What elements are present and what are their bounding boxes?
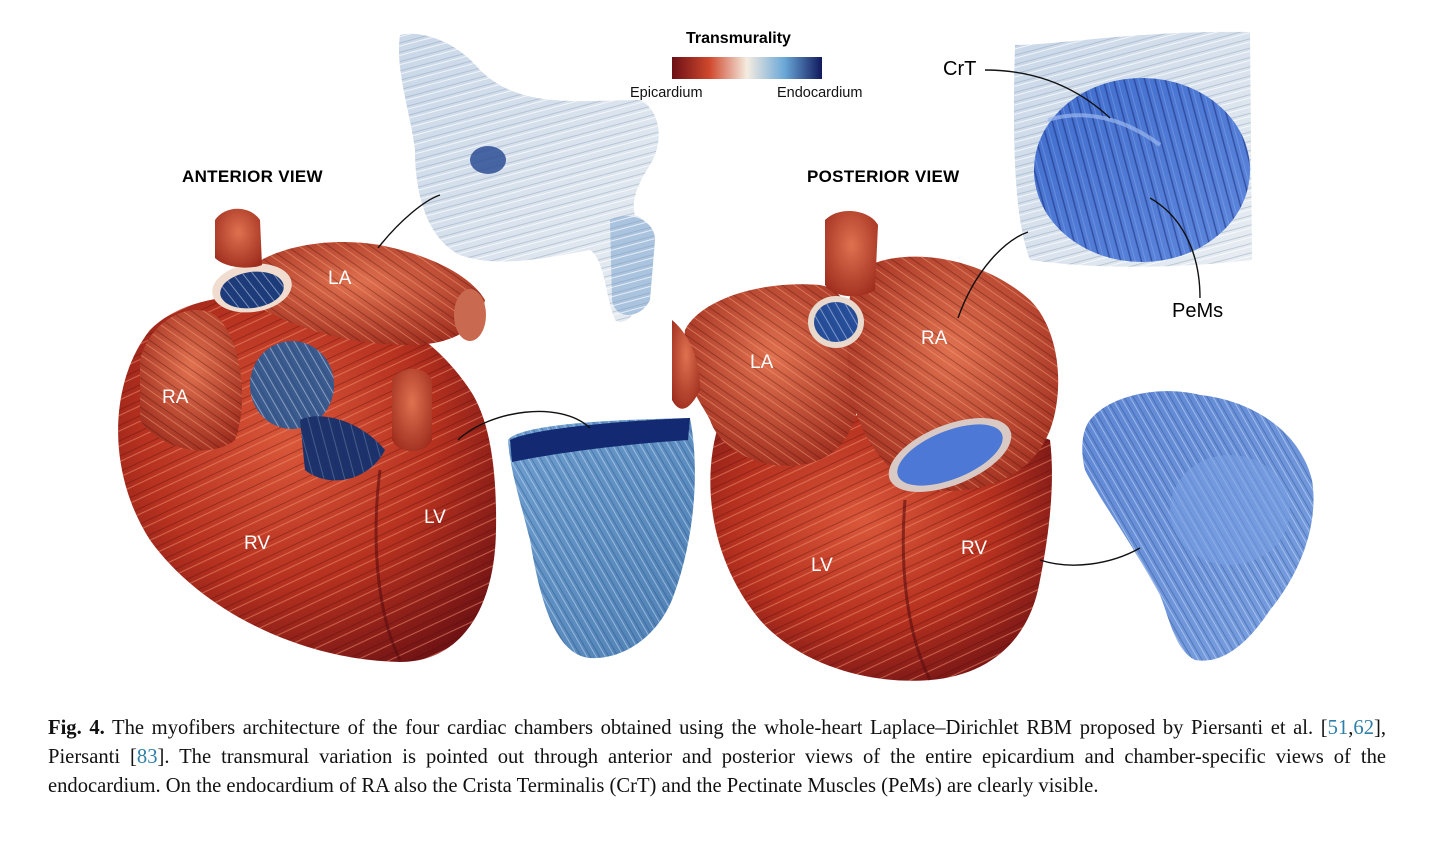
posterior-heart bbox=[672, 211, 1058, 681]
anterior-label-la: LA bbox=[328, 268, 352, 289]
figure-caption bbox=[48, 714, 1386, 801]
caption-text-3: ]. The transmural variation is pointed out through anterior and posterior views of the entire epicardium and chamber-specific views of the endocardium. On the endocardium of RA also the Crista Terminalis (CrT) and the Pectinate Muscles (PeMs) are clearly visible. bbox=[48, 746, 1387, 797]
posterior-rv-endocardium-inset bbox=[1082, 391, 1313, 660]
citation-link-83[interactable]: 83 bbox=[136, 746, 158, 768]
callout-crt: CrT bbox=[943, 58, 977, 80]
citation-link-62[interactable]: 62 bbox=[1353, 717, 1374, 739]
anterior-lv-endocardium-inset bbox=[508, 418, 695, 658]
colorbar bbox=[672, 57, 822, 79]
legend-endocardium-label: Endocardium bbox=[777, 85, 863, 101]
caption-text-1: The myofibers architecture of the four cardiac chambers obtained using the whole-heart Laplace–Dirichlet RBM proposed by Piersanti et al. [ bbox=[104, 717, 1328, 739]
caption-sep-1: , bbox=[1348, 717, 1354, 739]
caption-fig-label: Fig. 4. bbox=[48, 717, 105, 739]
posterior-label-rv: RV bbox=[961, 538, 988, 559]
posterior-label-la: LA bbox=[750, 352, 774, 373]
posterior-label-ra: RA bbox=[921, 328, 948, 349]
callout-pems: PeMs bbox=[1172, 300, 1224, 322]
anterior-label-lv: LV bbox=[424, 507, 446, 528]
posterior-label-lv: LV bbox=[811, 555, 833, 576]
anterior-heart bbox=[118, 209, 496, 662]
leader-rv-posterior bbox=[1040, 548, 1140, 565]
caption-text-2: ], Piersanti [ bbox=[48, 717, 1387, 768]
anterior-label-ra: RA bbox=[162, 387, 189, 408]
citation-link-51[interactable]: 51 bbox=[1327, 717, 1349, 739]
anterior-label-rv: RV bbox=[244, 533, 271, 554]
legend-title: Transmurality bbox=[686, 30, 791, 47]
posterior-ra-endocardium-inset bbox=[1014, 32, 1252, 267]
anterior-view-title: ANTERIOR VIEW bbox=[182, 167, 323, 186]
legend-epicardium-label: Epicardium bbox=[630, 85, 703, 101]
posterior-view-title: POSTERIOR VIEW bbox=[807, 167, 960, 186]
